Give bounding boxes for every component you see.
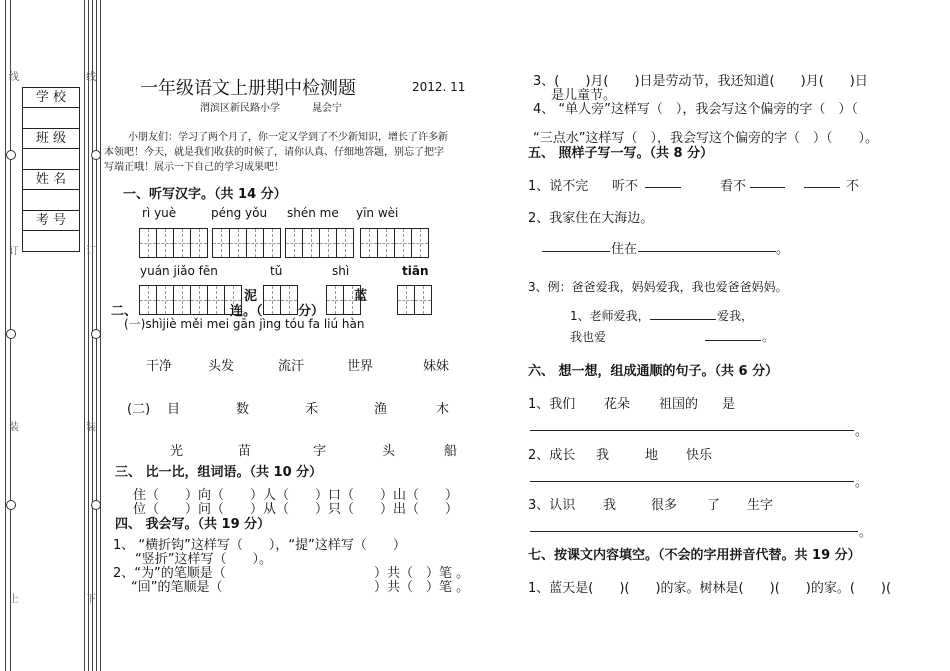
- question-word: 。: [762, 330, 775, 344]
- margin-mark: 上: [9, 594, 19, 605]
- question-line[interactable]: “竖折”这样写（ ）。: [135, 552, 272, 567]
- writing-grid[interactable]: [263, 285, 298, 315]
- match-char[interactable]: 木: [436, 402, 450, 417]
- question-word: 生字: [747, 498, 774, 513]
- margin-mark: 线: [86, 72, 96, 83]
- match-char[interactable]: 数: [236, 402, 250, 417]
- margin-mark: 订: [86, 246, 96, 257]
- label-exam-number: 考 号: [23, 211, 79, 231]
- pinyin: shén me: [287, 206, 339, 220]
- question-word: 我也爱: [570, 330, 607, 344]
- question-line[interactable]: 3、( )月( )日是劳动节，我还知道( )月( )日: [533, 74, 868, 89]
- match-char[interactable]: 禾: [305, 402, 319, 417]
- writing-grid[interactable]: [360, 228, 429, 258]
- section-7-title: 七、按课文内容填空。（不会的字用拼音代替。共 19 分）: [528, 548, 861, 563]
- question-label: 1、说不完: [528, 179, 589, 194]
- question-word: 1、老师爱我，: [570, 309, 650, 323]
- section-2-title-end: 分）: [298, 304, 325, 319]
- question-word: 不: [846, 179, 860, 194]
- match-char[interactable]: 光: [170, 444, 184, 459]
- question-word: 祖国的: [659, 397, 699, 412]
- question-word: 快乐: [686, 448, 713, 463]
- pinyin: yīn wèi: [356, 206, 399, 220]
- margin-mark: 装: [9, 422, 19, 433]
- hole-icon: [91, 150, 101, 160]
- question-word: 住在: [611, 242, 638, 257]
- section-2-title-mid: 连。（: [230, 304, 263, 319]
- answer-blank[interactable]: [804, 187, 840, 188]
- question-line: 2、我家住在大海边。: [528, 211, 654, 226]
- question-line[interactable]: 2、“为”的笔顺是（: [113, 566, 226, 581]
- question-word: 1、我们: [528, 397, 576, 412]
- teacher-name: 晁会宁: [312, 103, 342, 114]
- hole-icon: [6, 150, 16, 160]
- question-word: 我: [596, 448, 610, 463]
- answer-blank[interactable]: [638, 251, 776, 252]
- period: 。: [855, 424, 869, 439]
- section-3-title: 三、 比一比，组词语。（共 10 分）: [115, 465, 323, 480]
- pinyin: rì yuè: [142, 206, 177, 220]
- question-word: 听不: [612, 179, 639, 194]
- question-line: 3、例：爸爸爱我，妈妈爱我，我也爱爸爸妈妈。: [528, 280, 788, 294]
- question-line[interactable]: 4、 “单人旁”这样写（ ），我会写这个偏旁的字（ ）（: [533, 102, 858, 117]
- hole-icon: [91, 500, 101, 510]
- match-word[interactable]: 头发: [208, 359, 235, 374]
- writing-grid[interactable]: [139, 228, 208, 258]
- section-6-title: 六、 想一想，组成通顺的句子。（共 6 分）: [528, 364, 779, 379]
- student-info-box: [22, 87, 80, 252]
- exam-date: 2012. 11: [412, 80, 466, 94]
- character-text: 泥: [244, 289, 258, 304]
- match-word[interactable]: 流汗: [278, 359, 305, 374]
- match-char[interactable]: 船: [444, 444, 458, 459]
- school-name: 渭滨区新民路小学: [200, 103, 280, 114]
- intro-text: 写端正哦！展示一下自己的学习成果吧！: [104, 162, 284, 173]
- answer-blank[interactable]: [650, 319, 716, 320]
- match-word[interactable]: 干净: [146, 359, 173, 374]
- question-word: 3、认识: [528, 498, 576, 513]
- margin-mark: 订: [9, 246, 19, 257]
- answer-blank[interactable]: [645, 187, 681, 188]
- pinyin: tiān: [402, 264, 429, 278]
- question-word: 很多: [651, 498, 678, 513]
- name-field[interactable]: [23, 190, 79, 211]
- match-word[interactable]: 妹妹: [423, 359, 450, 374]
- school-field[interactable]: [23, 108, 79, 129]
- section-5-title: 五、 照样子写一写。（共 8 分）: [528, 146, 714, 161]
- question-word: 我: [603, 498, 617, 513]
- period: 。: [855, 475, 869, 490]
- label-name: 姓 名: [23, 170, 79, 190]
- intro-text: 本领吧！今天，就是我们收获的时候了，请你认真、仔细地答题，别忘了把字: [104, 147, 444, 158]
- question-line[interactable]: 位（ ）问（ ）从（ ）只（ ）出（ ）: [133, 502, 459, 517]
- hole-icon: [6, 500, 16, 510]
- writing-grid[interactable]: [397, 285, 432, 315]
- question-line[interactable]: ）共（ ）笔 。: [374, 580, 470, 595]
- question-word: 地: [645, 448, 659, 463]
- period: 。: [859, 525, 873, 540]
- writing-grid[interactable]: [139, 285, 242, 315]
- question-word: 爱我，: [717, 309, 754, 323]
- answer-blank[interactable]: [705, 340, 761, 341]
- margin-mark: 装: [86, 422, 96, 433]
- margin-mark: 线: [9, 72, 19, 83]
- question-line[interactable]: ）共（ ）笔 。: [374, 566, 470, 581]
- margin-line: [88, 0, 89, 671]
- match-char[interactable]: 目: [167, 402, 181, 417]
- match-char[interactable]: 字: [313, 444, 327, 459]
- pinyin: yuán jiǎo fēn: [140, 264, 218, 278]
- label-class: 班 级: [23, 129, 79, 149]
- question-line[interactable]: “回”的笔顺是（: [131, 580, 223, 595]
- page-title: 一年级语文上册期中检测题: [140, 78, 356, 99]
- pinyin: tǔ: [270, 264, 283, 278]
- question-word: 。: [776, 242, 790, 257]
- section-1-title: 一、听写汉字。（共 14 分）: [123, 187, 287, 202]
- label-school: 学 校: [23, 88, 79, 108]
- pinyin: shì: [332, 264, 350, 278]
- intro-text: 小朋友们：学习了两个月了，你一定又学到了不少新知识，增长了许多新: [128, 132, 448, 143]
- character-text: 蓝: [354, 289, 368, 304]
- question-line[interactable]: 1、蓝天是( )( )的家。树林是( )( )的家。( )(: [528, 581, 892, 596]
- match-char[interactable]: 头: [382, 444, 396, 459]
- match-char[interactable]: 苗: [238, 444, 252, 459]
- answer-blank[interactable]: [750, 187, 785, 188]
- pinyin-row: (一)shìjiè měi mei gān jìng tóu fa liú hàn: [124, 317, 365, 331]
- question-word: 看不: [720, 179, 747, 194]
- question-line[interactable]: 住（ ）向（ ）人（ ）口（ ）山（ ）: [133, 488, 459, 503]
- question-word: 2、成长: [528, 448, 576, 463]
- question-line[interactable]: 是儿童节。: [551, 88, 617, 103]
- writing-grid[interactable]: [212, 228, 281, 258]
- class-field[interactable]: [23, 149, 79, 170]
- question-line[interactable]: “三点水”这样写（ ），我会写这个偏旁的字（ ）（ ）。: [533, 131, 878, 146]
- hole-icon: [91, 329, 101, 339]
- answer-blank[interactable]: [542, 251, 610, 252]
- margin-mark: 下: [86, 594, 96, 605]
- margin-line: [84, 0, 85, 671]
- exam-number-field[interactable]: [23, 231, 79, 251]
- pinyin: péng yǒu: [211, 206, 268, 220]
- section-4-title: 四、 我会写。（共 19 分）: [115, 517, 271, 532]
- match-char[interactable]: 渔: [374, 402, 388, 417]
- writing-grid[interactable]: [326, 285, 361, 315]
- hole-icon: [6, 329, 16, 339]
- answer-line[interactable]: [530, 430, 854, 431]
- writing-grid[interactable]: [285, 228, 354, 258]
- question-word: 了: [707, 498, 721, 513]
- question-word: 花朵: [604, 397, 631, 412]
- question-word: 是: [722, 397, 736, 412]
- answer-line[interactable]: [530, 531, 858, 532]
- match-word[interactable]: 世界: [347, 359, 374, 374]
- question-line[interactable]: 1、 “横折钩”这样写（ ），“提”这样写（ ）: [113, 538, 406, 553]
- section-2-title-start: 二、: [111, 304, 138, 319]
- subsection-label: (二): [127, 402, 151, 417]
- answer-line[interactable]: [530, 481, 854, 482]
